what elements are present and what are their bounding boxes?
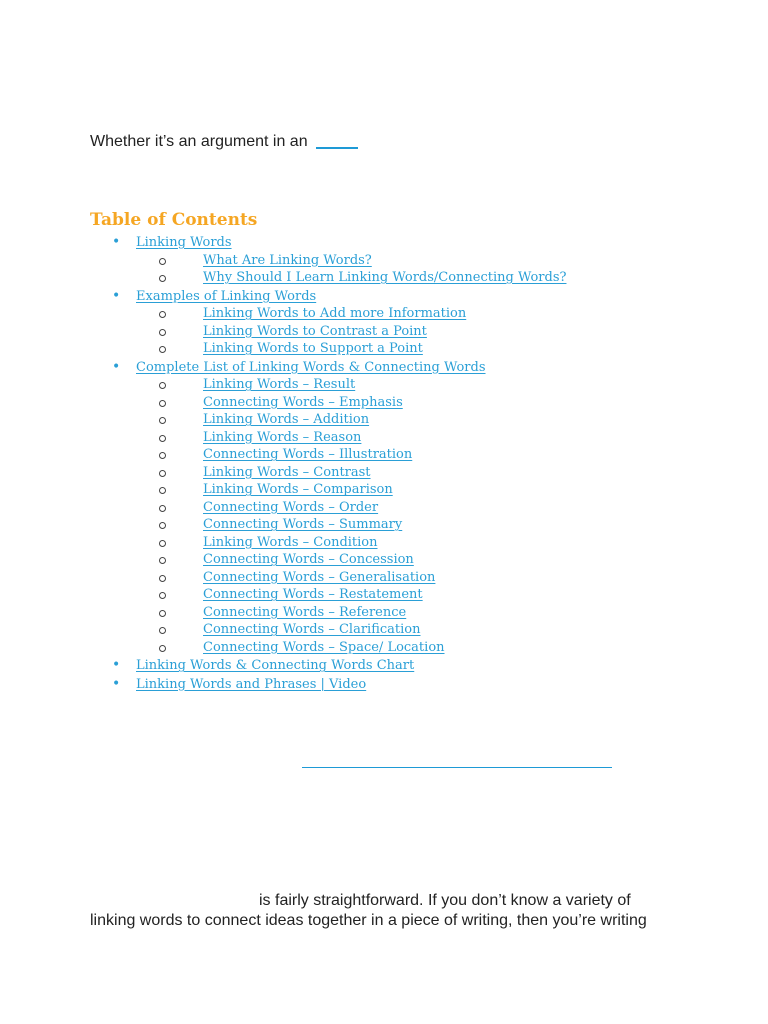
toc-subsection-link[interactable]: Connecting Words – Restatement [203, 587, 423, 603]
toc-subsection-link[interactable]: Linking Words to Contrast a Point [203, 323, 427, 339]
toc-subsection [136, 252, 566, 270]
toc-subsection-link[interactable]: Linking Words – Comparison [203, 482, 393, 498]
toc-subsection-link[interactable]: Connecting Words – Clarification [203, 622, 421, 638]
toc-section [90, 676, 566, 694]
toc-subsection-list [136, 376, 566, 656]
toc-subsection-list [136, 305, 566, 358]
toc-section-link[interactable]: Examples of Linking Words [136, 288, 317, 304]
toc-subsection [136, 446, 566, 464]
toc-subsection-list [136, 252, 566, 287]
toc-subsection-link[interactable]: What Are Linking Words? [203, 252, 372, 268]
toc-section [90, 288, 566, 358]
toc-subsection [136, 586, 566, 604]
toc-subsection [136, 323, 566, 341]
toc-subsection [136, 604, 566, 622]
paragraph-line-1: is fairly straightforward. If you don’t know a variety of [259, 892, 631, 909]
toc-subsection [136, 269, 566, 287]
toc-subsection [136, 305, 566, 323]
toc-section-link[interactable]: Complete List of Linking Words & Connecting Words [136, 359, 486, 375]
toc-title: Table of Contents [90, 210, 258, 230]
toc-subsection-link[interactable]: Connecting Words – Space/ Location [203, 639, 445, 655]
toc-subsection [136, 639, 566, 657]
toc-subsection [136, 569, 566, 587]
toc-list [90, 234, 566, 693]
toc-section-link[interactable]: Linking Words and Phrases | Video [136, 676, 367, 692]
toc-subsection [136, 464, 566, 482]
underlined-link-blank[interactable] [302, 767, 612, 768]
toc-section [90, 657, 566, 675]
toc-subsection-link[interactable]: Connecting Words – Generalisation [203, 569, 436, 585]
toc-subsection-link[interactable]: Connecting Words – Summary [203, 517, 403, 533]
paragraph-line-2: linking words to connect ideas together in a piece of writing, then you’re writing [90, 912, 647, 929]
toc-subsection-link[interactable]: Linking Words – Contrast [203, 464, 371, 480]
toc-subsection-link[interactable]: Connecting Words – Emphasis [203, 394, 403, 410]
toc-subsection-link[interactable]: Connecting Words – Reference [203, 604, 407, 620]
table-of-contents [90, 234, 566, 693]
toc-section-link[interactable]: Linking Words & Connecting Words Chart [136, 658, 415, 674]
toc-subsection-link[interactable]: Linking Words – Reason [203, 429, 362, 445]
toc-subsection [136, 376, 566, 394]
toc-subsection [136, 394, 566, 412]
toc-subsection [136, 411, 566, 429]
toc-subsection [136, 499, 566, 517]
toc-subsection [136, 429, 566, 447]
toc-subsection-link[interactable]: Linking Words – Addition [203, 412, 370, 428]
toc-subsection [136, 481, 566, 499]
toc-subsection-link[interactable]: Connecting Words – Order [203, 499, 379, 515]
intro-line [90, 131, 358, 152]
toc-subsection-link[interactable]: Why Should I Learn Linking Words/Connecting Words? [203, 270, 567, 286]
toc-subsection [136, 551, 566, 569]
toc-subsection [136, 534, 566, 552]
toc-subsection-link[interactable]: Linking Words to Support a Point [203, 341, 423, 357]
toc-subsection-link[interactable]: Linking Words – Condition [203, 534, 378, 550]
toc-subsection-link[interactable]: Connecting Words – Concession [203, 552, 414, 568]
toc-subsection-link[interactable]: Linking Words to Add more Information [203, 306, 467, 322]
toc-subsection [136, 516, 566, 534]
intro-text: Whether it’s an argument in an [90, 133, 308, 150]
intro-inline-link[interactable] [316, 131, 358, 149]
toc-section-link[interactable]: Linking Words [136, 235, 232, 250]
toc-subsection [136, 340, 566, 358]
toc-subsection-link[interactable]: Linking Words – Result [203, 377, 356, 393]
body-paragraph [90, 891, 690, 931]
toc-section [90, 234, 566, 287]
toc-section [90, 359, 566, 657]
toc-subsection [136, 621, 566, 639]
toc-subsection-link[interactable]: Connecting Words – Illustration [203, 447, 413, 463]
